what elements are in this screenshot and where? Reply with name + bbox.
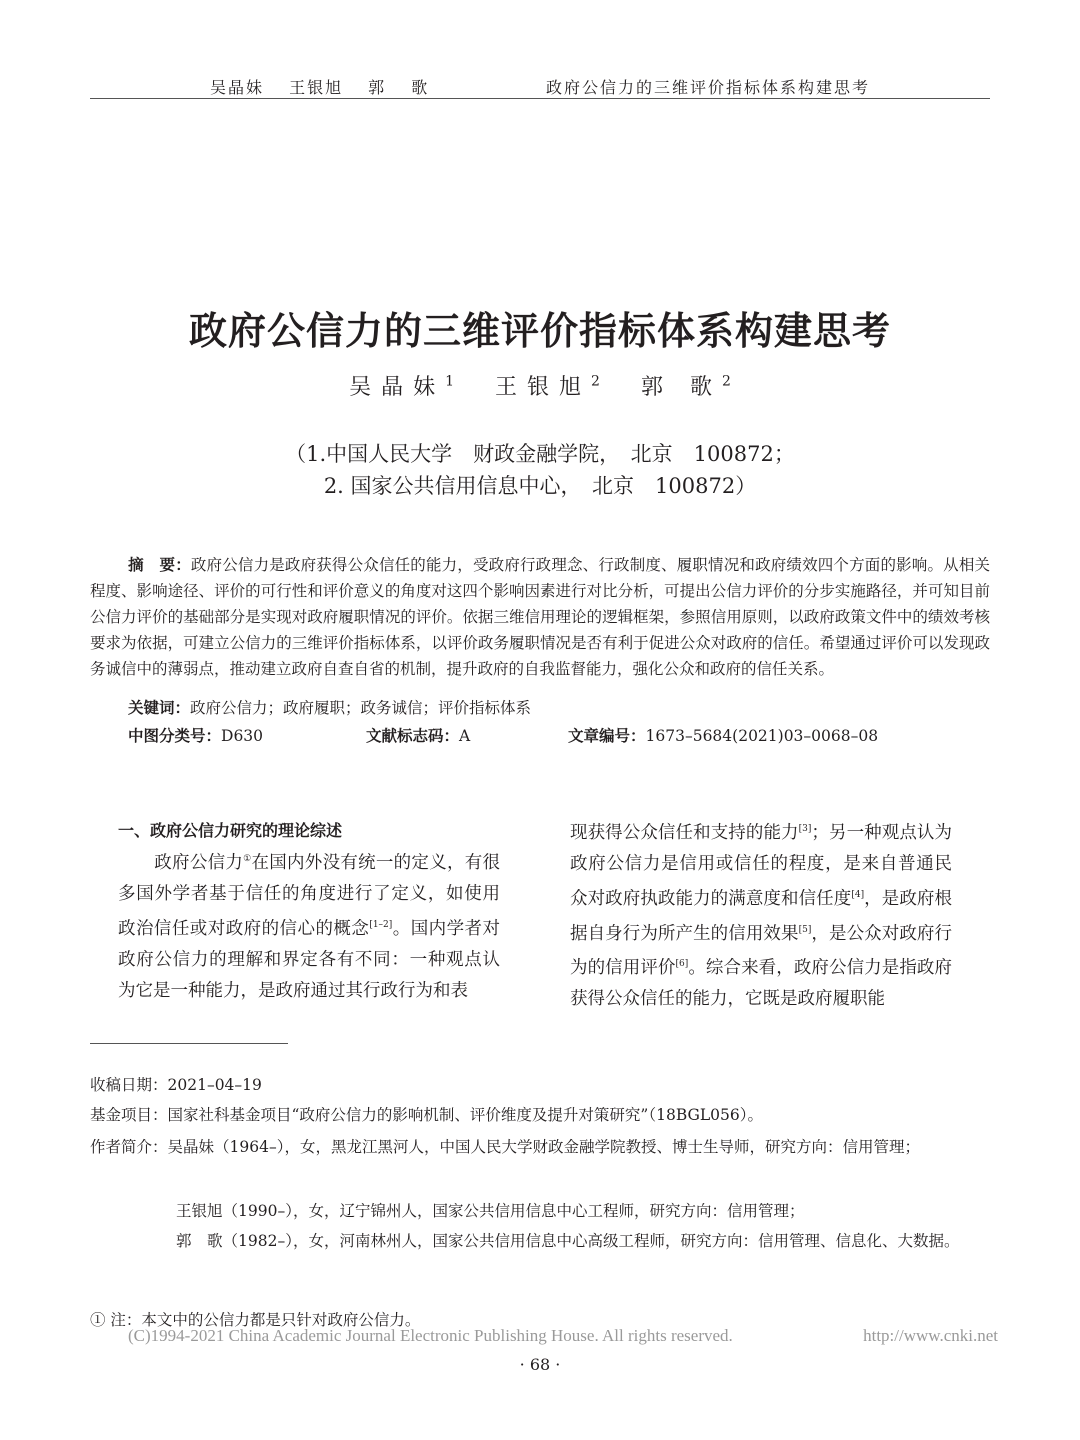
abstract-label: 摘 要： [128, 556, 191, 574]
author-3: 郭 歌$^2$ [640, 373, 731, 400]
author-1: 吴晶妹$^1$ [349, 373, 455, 400]
received-date: 收稿日期：2021–04–19 [90, 1076, 262, 1094]
body-column-right: 现获得公众信任和支持的能力[3]；另一种观点认为政府公信力是信用或信任的程度，是来自普通民众对政府执政能力的满意度和信任度[4]，是政府根据自身行为所产生的信用效果[5]，是公众对政府行为的信用评价[6]。综合来看，政府公信力是指政府获得公众信任的能力，它既是政府履职能 [570, 822, 953, 1010]
footnote-rule [90, 1043, 288, 1044]
affiliation-2: 2. 国家公共信用信息中心， 北京 100872） [323, 474, 757, 498]
citation: [1–2] [369, 919, 393, 930]
copyright-watermark [128, 1326, 998, 1346]
citation: [4] [851, 889, 865, 900]
citation: [5] [798, 924, 812, 935]
author-2: 王银旭$^2$ [495, 373, 600, 400]
footnote-marker: ① [243, 854, 252, 864]
citation: [6] [675, 959, 689, 970]
header-rule [90, 98, 990, 99]
running-head-authors: 吴晶妹 王银旭 郭 歌 [210, 78, 430, 97]
author-bio-3: 郭 歌（1982–），女，河南林州人，国家公共信用信息中心高级工程师，研究方向：信用管理、信息化、大数据。 [176, 1232, 960, 1250]
citation: [3] [798, 824, 812, 834]
fund-project: 基金项目：国家社科基金项目“政府公信力的影响机制、评价维度及提升对策研究”（18BGL056）。 [90, 1106, 764, 1124]
article-number: 文章编号：1673–5684(2021)03–0068–08 [568, 727, 879, 745]
paper-title: 政府公信力的三维评价指标体系构建思考 [188, 309, 891, 353]
author-bio-2: 王银旭（1990–），女，辽宁锦州人，国家公共信用信息中心工程师，研究方向：信用管理； [176, 1202, 805, 1220]
author-list [0, 370, 1080, 401]
document-code: 文献标志码：A [366, 727, 471, 745]
section-heading: 一、政府公信力研究的理论综述 [118, 821, 343, 840]
affiliation-1: （1.中国人民大学 财政金融学院， 北京 100872； [285, 442, 795, 466]
abstract [90, 552, 990, 682]
body-column-left: 政府公信力①在国内外没有统一的定义，有很多国外学者基于信任的角度进行了定义，如使用政治信任或对政府的信心的概念[1–2]。国内学者对政府公信力的理解和界定各有不同：一种观点认为它是一种能力，是政府通过其行政行为和表 [118, 852, 501, 1001]
clc-number: 中图分类号：D630 [128, 727, 264, 745]
keywords [128, 696, 988, 718]
running-head [90, 70, 990, 100]
copyright-text: (C)1994-2021 China Academic Journal Electronic Publishing House. All rights reserved. [128, 1326, 733, 1345]
keywords-label: 关键词： [128, 699, 191, 717]
running-head-title: 政府公信力的三维评价指标体系构建思考 [545, 78, 870, 97]
bio-label: 作者简介： [90, 1138, 168, 1156]
keywords-text: 政府公信力；政府履职；政务诚信；评价指标体系 [190, 699, 532, 717]
author-bio-1: 作者简介：吴晶妹（1964–），女，黑龙江黑河人，中国人民大学财政金融学院教授、博士生导师，研究方向：信用管理； [90, 1138, 920, 1156]
page-number: · 68 · [519, 1355, 561, 1374]
footnote: ① 注：本文中的公信力都是只针对政府公信力。 [90, 1311, 421, 1329]
abstract-text: 政府公信力是政府获得公众信任的能力，受政府行政理念、行政制度、履职情况和政府绩效四个方面的影响。从相关程度、影响途径、评价的可行性和评价意义的角度对这四个影响因素进行对比分析，可提出公信力评价的分步实施路径，并可知目前公信力评价的基础部分是实现对政府履职情况的评价。依据三维信用理论的逻辑框架，参照信用原则，以政府政策文件中的绩效考核要求为依据，可建立公信力的三维评价指标体系，以评价政务履职情况是否有利于促进公众对政府的信任。希望通过评价可以发现政务诚信中的薄弱点，推动建立政府自查自省的机制，提升政府的自我监督能力，强化公众和政府的信任关系。 [90, 556, 990, 678]
copyright-url[interactable]: http://www.cnki.net [863, 1326, 998, 1345]
